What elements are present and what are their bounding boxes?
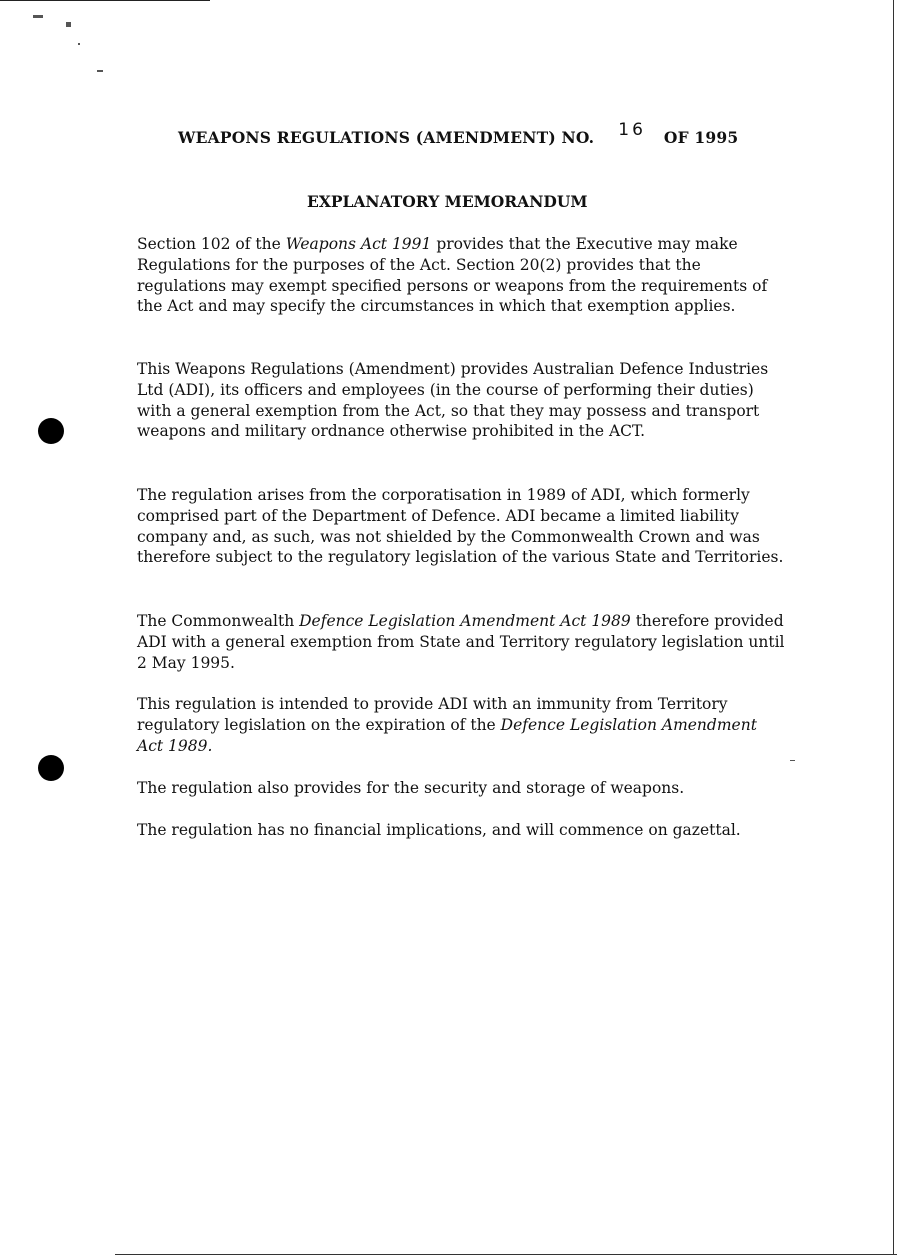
paragraph-section-102 [137,234,787,317]
scan-edge-right [893,0,894,1255]
punch-hole-lower [38,755,64,781]
paragraph-adi-exemption: This Weapons Regulations (Amendment) provides Australian Defence Industries Ltd (ADI), its officers and employees (in the course of performing their duties) with a general exemption from the Act, so that they may possess and transport weapons and military ordnance otherwise prohibited in the ACT. [137,360,769,441]
memorandum-heading: EXPLANATORY MEMORANDUM [307,192,588,211]
act-citation: Defence Legislation Amendment Act 1989 [299,612,631,630]
paragraph-financial-implications: The regulation has no financial implications, and will commence on gazettal. [137,821,741,839]
paragraph-immunity [137,694,787,756]
scan-speck [790,760,795,761]
document-title [178,120,739,148]
scan-edge-bottom [115,1254,897,1255]
paragraph-commonwealth-act [137,611,787,673]
scan-speck [33,15,43,18]
handwritten-regulation-number: 16 [618,120,646,140]
title-suffix: OF 1995 [663,128,739,147]
scan-speck [78,43,80,45]
title-prefix: WEAPONS REGULATIONS (AMENDMENT) NO. [178,128,595,147]
act-citation: Defence Legislation Amendment Act 1989. [137,715,757,755]
act-citation: Weapons Act 1991 [285,235,432,253]
paragraph-text: provides that the Executive may make Regulations for the purposes of the Act. Section 20(2) provides that the regulations may exempt specified persons or weapons from the requirements of the Act and may specify the circumstances in which that exemption applies. [137,235,768,316]
paragraph-text: Section 102 of the [137,235,286,253]
paragraph-corporatisation: The regulation arises from the corporatisation in 1989 of ADI, which formerly comprised part of the Department of Defence. ADI became a limited liability company and, as such, was not shielded by the Commonwealth Crown and was therefore subject to the regulatory legislation of the various State and Territories. [137,486,784,567]
scan-edge-top [0,0,210,1]
paragraph-text: The Commonwealth [137,612,300,630]
paragraph-text: This regulation is intended to provide ADI with an immunity from Territory regulatory legislation on the expiration of the [137,695,728,734]
paragraph-security-storage: The regulation also provides for the security and storage of weapons. [137,779,685,797]
scan-speck [66,22,71,27]
paragraph-text: therefore provided ADI with a general exemption from State and Territory regulatory legislation until 2 May 1995. [137,612,785,672]
punch-hole-upper [38,418,64,444]
scan-speck [97,70,103,72]
